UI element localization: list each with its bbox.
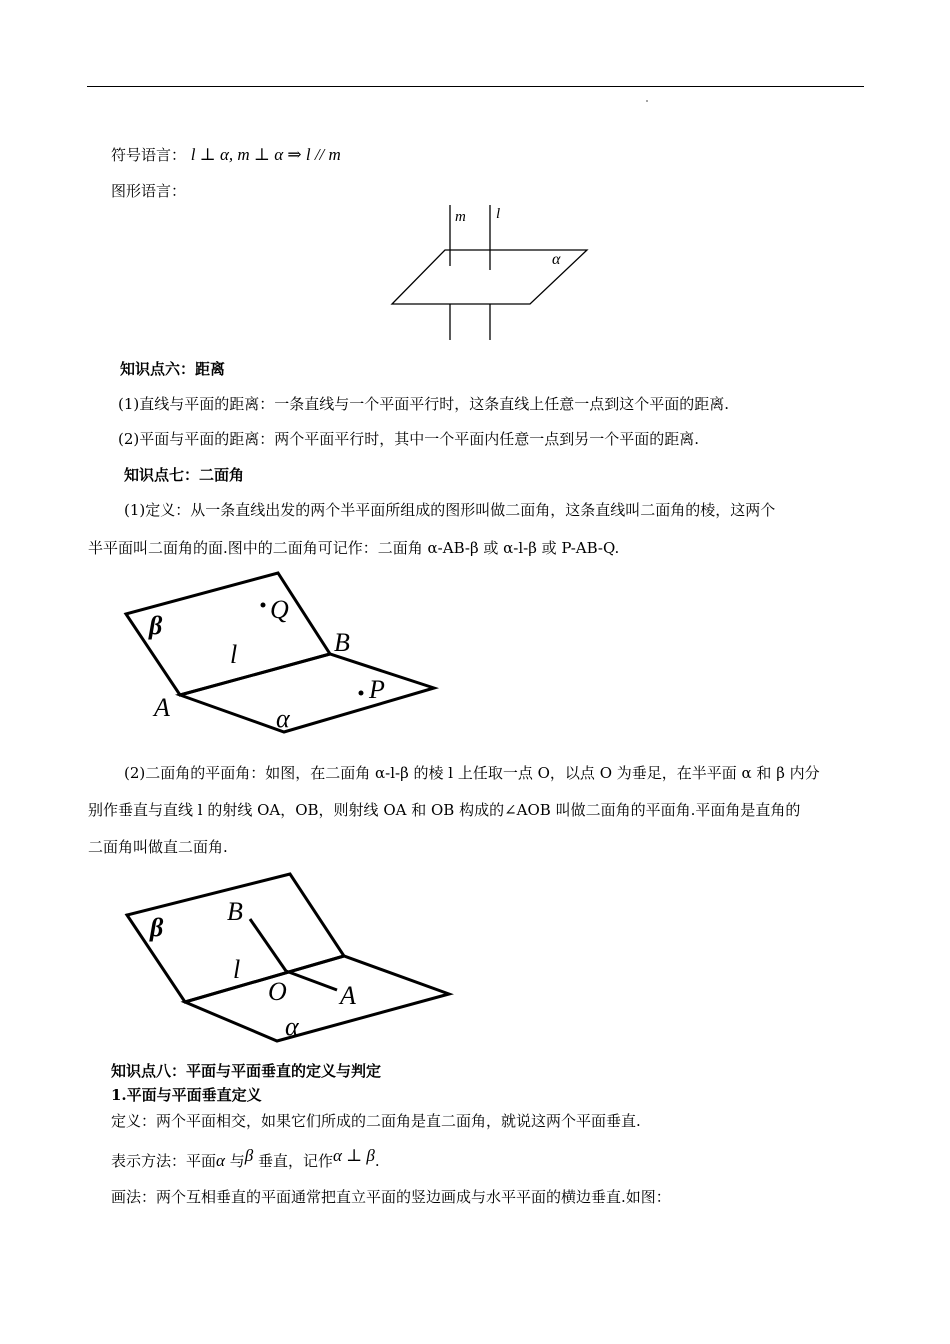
- label-B: B: [227, 897, 243, 926]
- label-alpha: α: [552, 251, 561, 268]
- k8-drawing-method: 画法：两个互相垂直的平面通常把直立平面的竖边画成与水平平面的横边垂直.如图：: [111, 1188, 671, 1206]
- k7-title: 知识点七：二面角: [124, 466, 245, 484]
- label-l: l: [496, 206, 501, 222]
- k6-title: 知识点六：距离: [120, 360, 226, 378]
- half-plane-alpha: [180, 654, 434, 732]
- half-plane-alpha: [185, 956, 449, 1041]
- label-alpha: α: [276, 704, 290, 733]
- notation-end: .: [374, 1152, 380, 1170]
- header-rule: [87, 86, 864, 87]
- symbol-language-line: [111, 145, 341, 165]
- notation-formula: α ⊥ β: [333, 1146, 375, 1165]
- k7-p2-line1: (2)二面角的平面角：如图，在二面角 α-l-β 的棱 l 上任取一点 O，以点 O 为垂足，在半平面 α 和 β 内分: [124, 764, 820, 782]
- k8-definition: 定义：两个平面相交，如果它们所成的二面角是直二面角，就说这两个平面垂直.: [111, 1112, 641, 1130]
- label-alpha: α: [285, 1012, 299, 1041]
- label-Q: Q: [270, 595, 289, 624]
- symbol-language-formula: l ⊥ α, m ⊥ α ⇒ l // m: [190, 145, 341, 164]
- header-dot: [646, 100, 648, 102]
- plane-angle-figure: [120, 870, 455, 1045]
- notation-mid: 垂直，记作: [258, 1152, 334, 1170]
- label-l: l: [230, 640, 238, 669]
- k7-p1-line2: 半平面叫二面角的面.图中的二面角可记作：二面角 α-AB-β 或 α-l-β 或 P-AB-Q.: [88, 539, 620, 557]
- k6-p1: (1)直线与平面的距离：一条直线与一个平面平行时，这条直线上任意一点到这个平面的距离.: [118, 395, 730, 413]
- label-O: O: [268, 977, 287, 1006]
- symbol-language-label: 符号语言：: [111, 146, 187, 164]
- k6-p2: (2)平面与平面的距离：两个平面平行时，其中一个平面内任意一点到另一个平面的距离.: [118, 430, 700, 448]
- dihedral-angle-figure: [120, 565, 450, 740]
- perpendicular-lines-figure: [380, 200, 600, 345]
- figure-language-label: 图形语言：: [111, 182, 187, 200]
- label-A: A: [154, 693, 170, 722]
- label-l: l: [233, 955, 241, 984]
- k7-p2-line3: 二面角叫做直二面角.: [88, 838, 228, 856]
- ray-OA: [286, 971, 337, 990]
- k8-notation: [111, 1146, 380, 1171]
- label-P: P: [369, 675, 385, 704]
- notation-and: 与: [229, 1152, 245, 1170]
- notation-alpha: α: [216, 1151, 225, 1170]
- notation-beta: β: [244, 1146, 254, 1165]
- k7-p2-line2: 别作垂直与直线 l 的射线 OA，OB，则射线 OA 和 OB 构成的∠AOB 叫做二面角的平面角.平面角是直角的: [88, 801, 801, 819]
- point-Q-dot: [261, 603, 266, 608]
- label-beta: β: [150, 913, 164, 942]
- label-m: m: [455, 209, 466, 225]
- k8-title: 知识点八：平面与平面垂直的定义与判定: [111, 1062, 382, 1080]
- label-beta: β: [149, 611, 163, 640]
- label-B: B: [334, 628, 350, 657]
- k8-subheading: 1.平面与平面垂直定义: [111, 1086, 262, 1104]
- label-A: A: [340, 981, 356, 1010]
- ray-OB: [250, 919, 286, 971]
- notation-prefix: 表示方法：平面: [111, 1152, 217, 1170]
- point-P-dot: [359, 691, 364, 696]
- k7-p1-line1: (1)定义：从一条直线出发的两个半平面所组成的图形叫做二面角，这条直线叫二面角的棱，这两个: [124, 501, 776, 519]
